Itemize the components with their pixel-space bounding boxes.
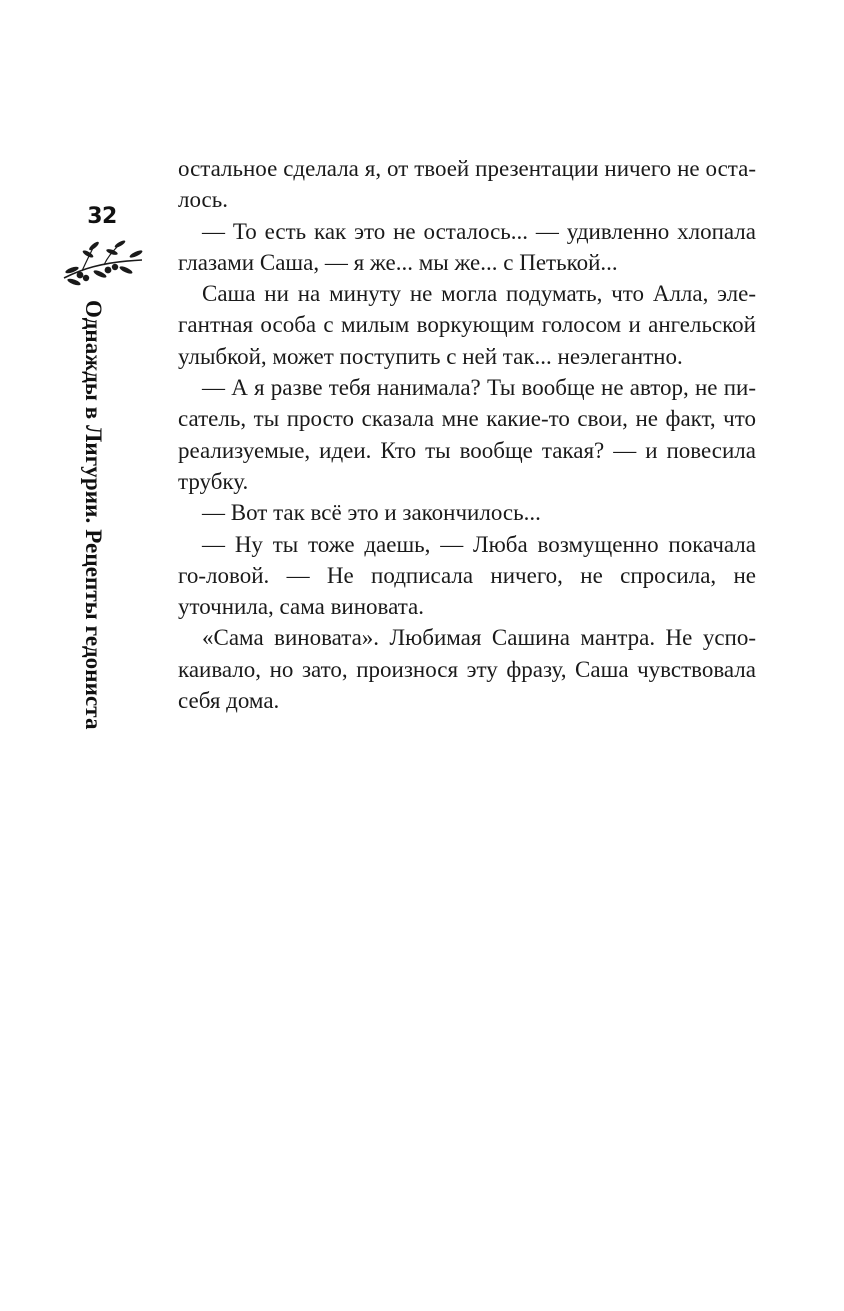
paragraph: — То есть как это не осталось... — удивленно хлопала глазами Саша, — я же... мы же... с Петькой... <box>178 218 756 275</box>
running-title: Однажды в Лигурии. Рецепты гедониста <box>81 300 106 730</box>
paragraph: «Сама виновата». Любимая Сашина мантра. Не успо-каивало, но зато, произнося эту фразу, Саша чувствовала себя дома. <box>178 625 756 714</box>
body-text <box>178 153 756 716</box>
page-number: 32 <box>87 204 117 229</box>
paragraph: — Вот так всё это и закончилось... <box>202 500 541 526</box>
paragraph: — Ну ты тоже даешь, — Люба возмущенно покачала го-ловой. — Не подписала ничего, не спросила, не уточнила, сама виновата. <box>178 531 756 620</box>
paragraph: остальное сделала я, от твоей презентации ничего не оста-лось. <box>178 156 756 213</box>
paragraph: — А я разве тебя нанимала? Ты вообще не автор, не пи-сатель, ты просто сказала мне какие-то свои, не факт, что реализуемые, идеи. Кто ты вообще такая? — и повесила трубку. <box>178 375 756 494</box>
olive-branch-icon <box>60 240 146 286</box>
paragraph: Саша ни на минуту не могла подумать, что Алла, эле-гантная особа с милым воркующим голосом и ангельской улыбкой, может поступить с ней так... неэлегантно. <box>178 281 756 369</box>
